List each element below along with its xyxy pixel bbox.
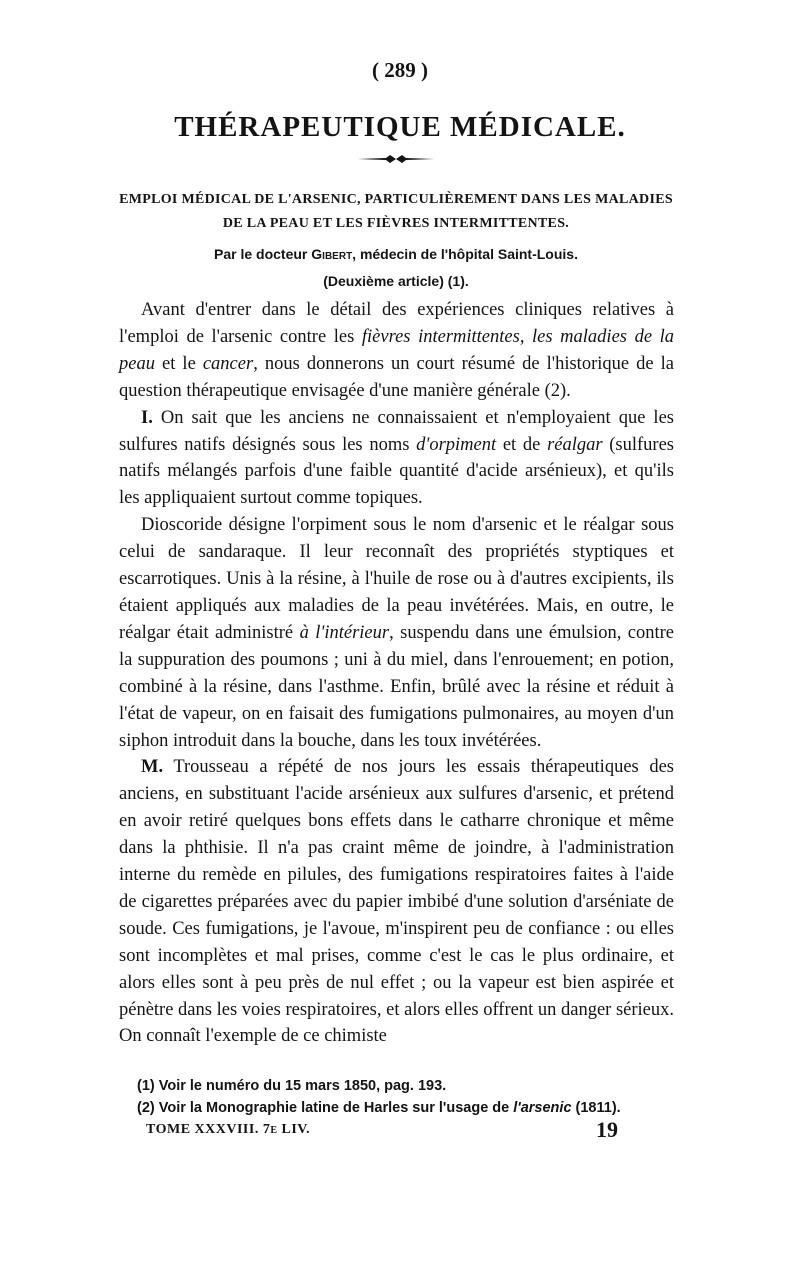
paragraph-lead: M. (141, 757, 164, 778)
article-title (112, 188, 680, 236)
text-run: (2) Voir la Monographie latine de Harles sur l'usage de (137, 1100, 514, 1116)
article-title-line2: DE LA PEAU ET LES FIÈVRES INTERMITTENTES. (222, 216, 570, 231)
body-text (119, 297, 674, 1050)
italic-run: réalgar (547, 434, 603, 455)
volume-info: TOME XXXVIII. 7e LIV. (146, 1122, 311, 1137)
text-run: , nous donnerons un court résumé de l'historique de la question thérapeutique envisagée d'une manière générale (2). (119, 353, 674, 401)
section-title: THÉRAPEUTIQUE MÉDICALE. (174, 111, 626, 143)
article-title-line1: EMPLOI MÉDICAL DE L'ARSENIC, PARTICULIÈREMENT DANS LES MALADIES (119, 192, 673, 207)
italic-run: l'arsenic (513, 1100, 572, 1116)
text-run: , (519, 326, 533, 347)
footnotes (137, 1075, 677, 1119)
text-run: Trousseau a répété de nos jours les essais thérapeutiques des anciens, en substituant l'acide arsénieux aux sulfures d'arsenic, et prétend en avoir retiré quelques bons effets dans le catharre chronique et même dans la phthisie. Il n'a pas craint même de joindre, à l'administration interne du remède en pilules, des fumigations respiratoires faites à l'aide de cigarettes préparées avec du papier imbibé d'une solution d'arséniate de soude. Ces fumigations, je l'avoue, m'inspirent peu de confiance : ou elles sont incomplètes et mal prises, comme c'est le cas le plus ordinaire, et alors elles sont à peu près de nul effet ; ou la vapeur est bien aspirée et pénètre dans les voies respiratoires, et alors elles offrent un danger sérieux. On connaît l'exemple de ce chimiste (119, 757, 674, 1047)
text-run: et de (496, 434, 548, 455)
footer (146, 1117, 626, 1142)
italic-run: fièvres intermittentes (361, 326, 520, 347)
paragraph-3 (119, 512, 674, 754)
footnote-1: (1) Voir le numéro du 15 mars 1850, pag. 193. (137, 1078, 447, 1094)
byline (112, 241, 680, 267)
text-run: (sulfures natifs mélangés parfois d'une faible quantité d'acide arsénieux), et qu'ils les appliquaient surtout comme topiques. (119, 434, 674, 509)
paragraph-1 (119, 297, 674, 405)
byline-prefix: Par le docteur (214, 246, 312, 262)
italic-run: d'orpiment (416, 434, 497, 455)
paragraph-2 (119, 405, 674, 513)
italic-run: cancer (202, 353, 254, 374)
text-run: , suspendu dans une émulsion, contre la suppuration des poumons ; uni à du miel, dans l'enrouement; en potion, combiné à la résine, dans l'asthme. Enfin, brûlé avec la résine et réduit à l'état de vapeur, on en faisait des fumigations pulmonaires, au moyen d'un siphon introduit dans la bouche, dans les toux invétérées. (119, 622, 674, 751)
text-run: Avant d'entrer dans le détail des expériences cliniques relatives à l'emploi de l'arsenic contre les (119, 300, 674, 347)
page-number: ( 289 ) (372, 58, 428, 82)
byline-suffix: , médecin de l'hôpital Saint-Louis. (352, 246, 578, 262)
text-run: On sait que les anciens ne connaissaient et n'employaient que les sulfures natifs désignés sous les noms (119, 407, 674, 455)
author-name: Gibert (311, 246, 353, 262)
signature-mark: 19 (596, 1117, 618, 1142)
article-note: (Deuxième article) (1). (323, 273, 469, 289)
paragraph-lead: I. (141, 407, 153, 428)
ornament-divider (356, 154, 436, 164)
text-run: Dioscoride désigne l'orpiment sous le nom d'arsenic et le réalgar sous celui de sandaraque. Il leur reconnaît des propriétés styptiques et escarrotiques. Unis à la résine, à l'huile de rose ou à d'autres excipients, ils étaient appliqués aux maladies de la peau invétérées. Mais, en outre, le réalgar était administré (119, 515, 674, 643)
italic-run: les maladies de la peau (119, 326, 675, 374)
footnote-2 (137, 1097, 677, 1119)
italic-run: à l'intérieur (299, 622, 390, 643)
text-run: et le (154, 353, 203, 374)
paragraph-4 (119, 754, 674, 1050)
text-run: (1811). (571, 1100, 621, 1116)
